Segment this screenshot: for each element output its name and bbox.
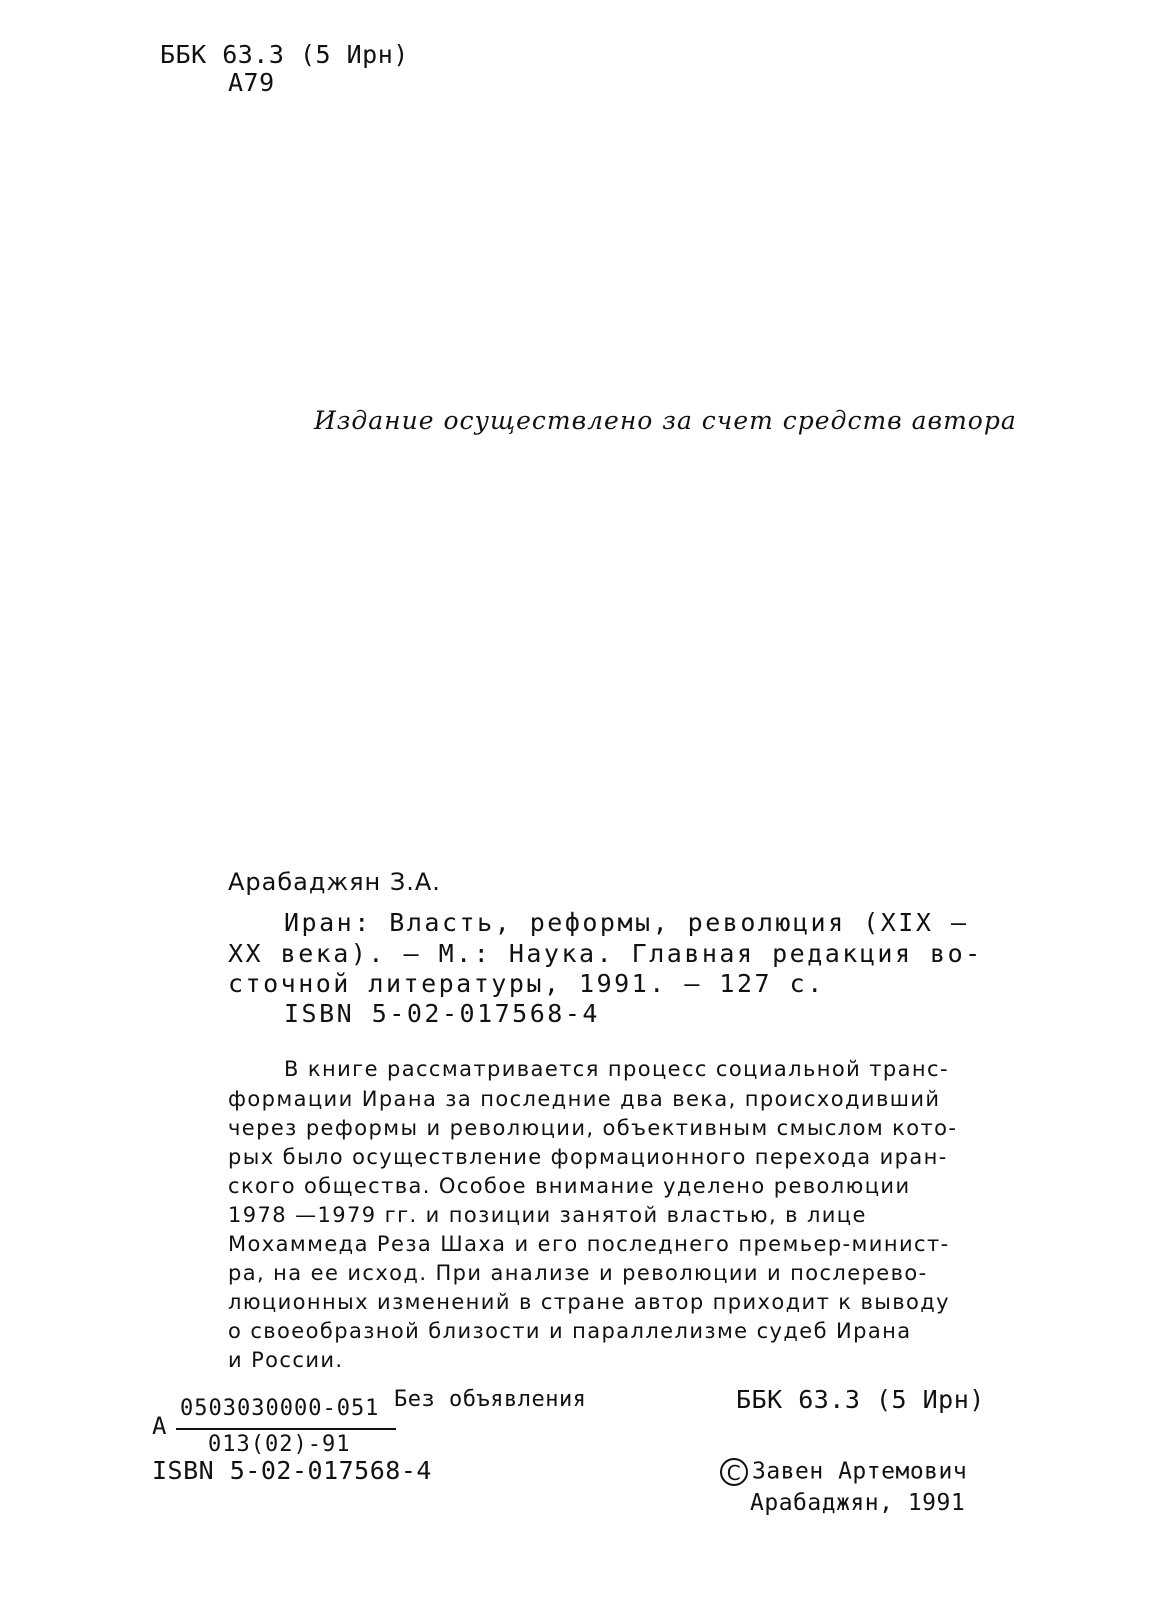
copyright-line-2: Арабаджян, 1991 bbox=[750, 1490, 966, 1516]
bibliographic-line-2: XX века). — М.: Наука. Главная редакция во- bbox=[228, 939, 983, 968]
index-code-prefix: А bbox=[152, 1412, 167, 1440]
no-announcement: Без объявления bbox=[394, 1387, 587, 1412]
isbn-line: ISBN 5-02-017568-4 bbox=[284, 999, 600, 1028]
bbk-code-bottom: ББК 63.3 (5 Ирн) bbox=[736, 1385, 985, 1414]
index-code-denominator: 013(02)-91 bbox=[208, 1432, 351, 1457]
fraction-bar bbox=[176, 1428, 396, 1430]
bbk-code-top: ББК 63.3 (5 Ирн) bbox=[160, 40, 409, 69]
copyright-holder-name: Завен Артемович bbox=[752, 1458, 968, 1485]
bibliographic-line-3: сточной литературы, 1991. — 127 с. bbox=[228, 969, 825, 998]
funding-note: Издание осуществлено за счет средств автора bbox=[314, 406, 1017, 435]
abstract-line-3: через реформы и революции, объективным смыслом кото- bbox=[228, 1116, 958, 1140]
abstract-line-6: 1978 —1979 гг. и позиции занятой властью, в лице bbox=[228, 1203, 867, 1227]
abstract-line-9: люционных изменений в стране автор приходит к выводу bbox=[228, 1290, 950, 1314]
abstract-line-7: Мохаммеда Реза Шаха и его последнего премьер-минист- bbox=[228, 1232, 950, 1256]
abstract-line-2: формации Ирана за последние два века, происходивший bbox=[228, 1087, 941, 1111]
bibliographic-line-1: Иран: Власть, реформы, революция (XIX — bbox=[284, 908, 969, 937]
abstract-line-1: В книге рассматривается процесс социальной транс- bbox=[284, 1057, 949, 1081]
abstract-line-4: рых было осуществление формационного перехода иран- bbox=[228, 1145, 948, 1169]
copyright-icon: C bbox=[720, 1458, 748, 1486]
isbn-bottom: ISBN 5-02-017568-4 bbox=[152, 1456, 432, 1485]
author-mark: А79 bbox=[228, 68, 275, 97]
abstract-line-11: и России. bbox=[228, 1348, 344, 1372]
index-code-numerator: 0503030000-051 bbox=[180, 1396, 380, 1421]
author-heading: Арабаджян З.А. bbox=[228, 868, 441, 896]
abstract-line-10: о своеобразной близости и параллелизме судеб Ирана bbox=[228, 1319, 912, 1343]
abstract-line-8: ра, на ее исход. При анализе и революции и послерево- bbox=[228, 1261, 928, 1285]
copyright-line-1 bbox=[720, 1458, 967, 1486]
abstract-line-5: ского общества. Особое внимание уделено революции bbox=[228, 1174, 911, 1198]
